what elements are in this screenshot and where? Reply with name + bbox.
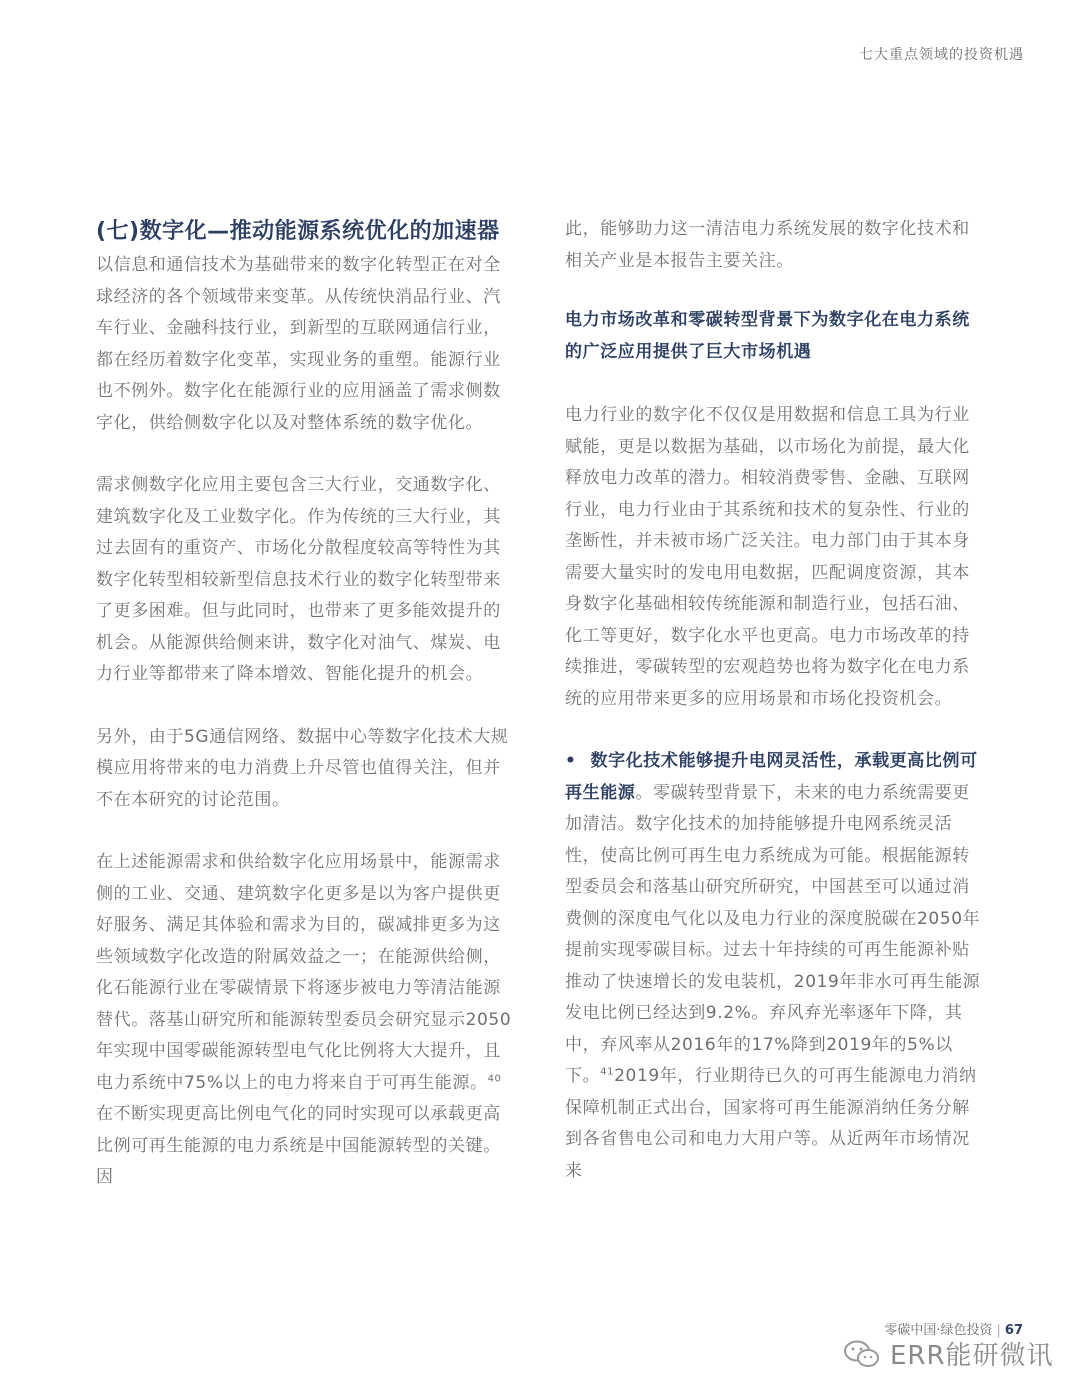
body-paragraph-4 bbox=[96, 847, 516, 1194]
body-paragraph-1: 以信息和通信技术为基础带来的数字化转型正在对全球经济的各个领域带来变革。从传统快消品行业、汽车行业、金融科技行业，到新型的互联网通信行业，都在经历着数字化变革，实现业务的重塑。能源行业也不例外。数字化在能源行业的应用涵盖了需求侧数字化，供给侧数字化以及对整体系统的数字优化。 bbox=[96, 255, 501, 433]
bullet-lead: 数字化技术能够提升电网灵活性，承载更高比例可再生能源 bbox=[565, 751, 978, 803]
publication-name: 零碳中国·绿色投资 bbox=[884, 1323, 993, 1338]
continued-paragraph: 此，能够助力这一清洁电力系统发展的数字化技术和相关产业是本报告主要关注。 bbox=[565, 219, 970, 271]
body-paragraph-2: 需求侧数字化应用主要包含三大行业，交通数字化、建筑数字化及工业数字化。作为传统的三大行业，其过去固有的重资产、市场化分散程度较高等特性为其数字化转型相较新型信息技术行业的数字化转型带来了更多困难。但与此同时，也带来了更多能效提升的机会。从能源供给侧来讲，数字化对油气、煤炭、电力行业等都带来了降本增效、智能化提升的机会。 bbox=[96, 475, 501, 684]
right-column bbox=[565, 214, 985, 1187]
left-column bbox=[96, 214, 516, 1225]
body-paragraph-3: 另外，由于5G通信网络、数据中心等数字化技术大规模应用将带来的电力消费上升尽管也值得关注，但并不在本研究的讨论范围。 bbox=[96, 726, 509, 810]
footnote-ref-40[interactable]: 40 bbox=[487, 1072, 502, 1084]
footnote-ref-41[interactable]: 41 bbox=[600, 1066, 615, 1078]
running-header: 七大重点领域的投资机遇 bbox=[859, 47, 1024, 63]
sub-heading: 电力市场改革和零碳转型背景下为数字化在电力系统的广泛应用提供了巨大市场机遇 bbox=[565, 310, 970, 362]
section-title: (七)数字化—推动能源系统优化的加速器 bbox=[96, 219, 500, 244]
wechat-icon bbox=[842, 1339, 882, 1369]
footer-separator: | bbox=[996, 1323, 1001, 1338]
watermark-text: ERR能研微讯 bbox=[890, 1341, 1054, 1371]
paragraph-text: 在不断实现更高比例电气化的同时实现可以承载更高比例可再生能源的电力系统是中国能源转型的关键。因 bbox=[96, 1104, 501, 1187]
watermark bbox=[842, 1335, 1054, 1372]
bullet-icon: • bbox=[565, 751, 577, 771]
page-number: 67 bbox=[1004, 1323, 1023, 1338]
bullet-text: 。零碳转型背景下，未来的电力系统需要更加清洁。数字化技术的加持能够提升电网系统灵活性，使高比例可再生电力系统成为可能。根据能源转型委员会和落基山研究所研究，中国甚至可以通过消费侧的深度电气化以及电力行业的深度脱碳在2050年提前实现零碳目标。过去十年持续的可再生能源补贴推动了快速增长的发电装机，2019年非水可再生能源发电比例已经达到9.2%。弃风弃光率逐年下降，其中，弃风率从2016年的17%降到2019年的5%以下。 bbox=[565, 782, 981, 1086]
paragraph-text: 在上述能源需求和供给数字化应用场景中，能源需求侧的工业、交通、建筑数字化更多是以为客户提供更好服务、满足其体验和需求为目的，碳减排更多为这些领域数字化改造的附属效益之一；在能源供给侧，化石能源行业在零碳情景下将逐步被电力等清洁能源替代。落基山研究所和能源转型委员会研究显示2050年实现中国零碳能源转型电气化比例将大大提升，且电力系统中75%以上的电力将来自于可再生能源。 bbox=[96, 852, 512, 1093]
bullet-text: 2019年，行业期待已久的可再生能源电力消纳保障机制正式出台，国家将可再生能源消纳任务分解到各省售电公司和电力大用户等。从近两年市场情况来 bbox=[565, 1066, 977, 1181]
body-paragraph-5: 电力行业的数字化不仅仅是用数据和信息工具为行业赋能，更是以数据为基础，以市场化为前提，最大化释放电力改革的潜力。相较消费零售、金融、互联网行业，电力行业由于其系统和技术的复杂性、行业的垄断性，并未被市场广泛关注。电力部门由于其本身需要大量实时的发电用电数据，匹配调度资源，其本身数字化基础相较传统能源和制造行业，包括石油、化工等更好，数字化水平也更高。电力市场改革的持续推进，零碳转型的宏观趋势也将为数字化在电力系统的应用带来更多的应用场景和市场化投资机会。 bbox=[565, 405, 970, 709]
bullet-paragraph bbox=[565, 746, 985, 1187]
